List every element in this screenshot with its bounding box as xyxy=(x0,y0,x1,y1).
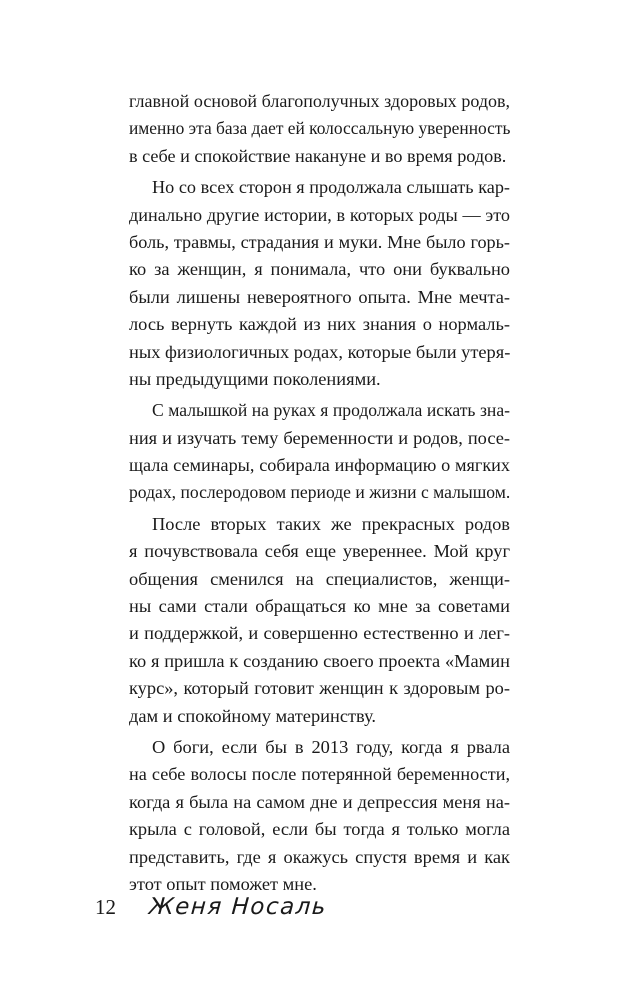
text-line: именно эта база дает ей колоссальную уверенность xyxy=(129,118,511,139)
text-line: крыла с головой, если бы тогда я только могла xyxy=(129,819,510,840)
body-text xyxy=(129,88,510,898)
text-line: ко я пришла к созданию своего проекта «Мамин xyxy=(129,650,510,671)
text-line: этот опыт поможет мне. xyxy=(129,873,317,894)
text-line: главной основой благополучных здоровых родов, xyxy=(129,91,510,111)
text-line: когда я была на самом дне и депрессия меня на- xyxy=(129,791,510,812)
text-line: ны предыдущими поколениями. xyxy=(129,368,381,389)
text-line: ных физиологичных родах, которые были утеря- xyxy=(129,341,511,362)
text-line: я почувствовала себя еще увереннее. Мой круг xyxy=(129,541,510,562)
text-line: С малышкой на руках я продолжала искать зна- xyxy=(152,400,510,421)
text-line: на себе волосы после потерянной беременности, xyxy=(129,764,510,785)
text-line: дам и спокойному материнству. xyxy=(129,705,377,726)
text-line: ны сами стали обращаться ко мне за советами xyxy=(129,596,510,617)
text-line: динально другие истории, в которых роды — это xyxy=(129,204,510,225)
text-line: лось вернуть каждой из них знания о нормаль- xyxy=(129,314,510,335)
text-line: После вторых таких же прекрасных родов xyxy=(152,513,510,534)
text-line: и поддержкой, и совершенно естественно и лег- xyxy=(129,623,510,644)
text-line: ния и изучать тему беременности и родов, посе- xyxy=(129,427,510,448)
text-line: в себе и спокойствие накануне и во время родов. xyxy=(129,145,507,166)
text-line: представить, где я окажусь спустя время и как xyxy=(129,846,510,867)
text-line: курс», который готовит женщин к здоровым ро- xyxy=(129,678,510,699)
paragraph xyxy=(129,397,510,507)
text-line: щала семинары, собирала информацию о мягких xyxy=(129,455,510,476)
text-line: родах, послеродовом периоде и жизни с малышом. xyxy=(129,482,511,503)
paragraph xyxy=(129,511,510,730)
text-line: были лишены невероятного опыта. Мне мечта- xyxy=(129,286,510,307)
text-line: боль, травмы, страдания и муки. Мне было горь- xyxy=(129,231,510,252)
page-number: 12 xyxy=(95,895,116,919)
page-footer xyxy=(95,893,535,923)
paragraph xyxy=(129,88,510,170)
text-line: О боги, если бы в 2013 году, когда я рвала xyxy=(152,736,510,757)
text-line: Но со всех сторон я продолжала слышать кар- xyxy=(152,177,510,198)
running-head-author: Женя Носаль xyxy=(148,894,328,920)
paragraph xyxy=(129,174,510,393)
text-line: ко за женщин, я понимала, что они буквально xyxy=(129,259,510,280)
text-line: общения сменился на специалистов, женщи- xyxy=(129,568,510,589)
paragraph xyxy=(129,734,510,898)
